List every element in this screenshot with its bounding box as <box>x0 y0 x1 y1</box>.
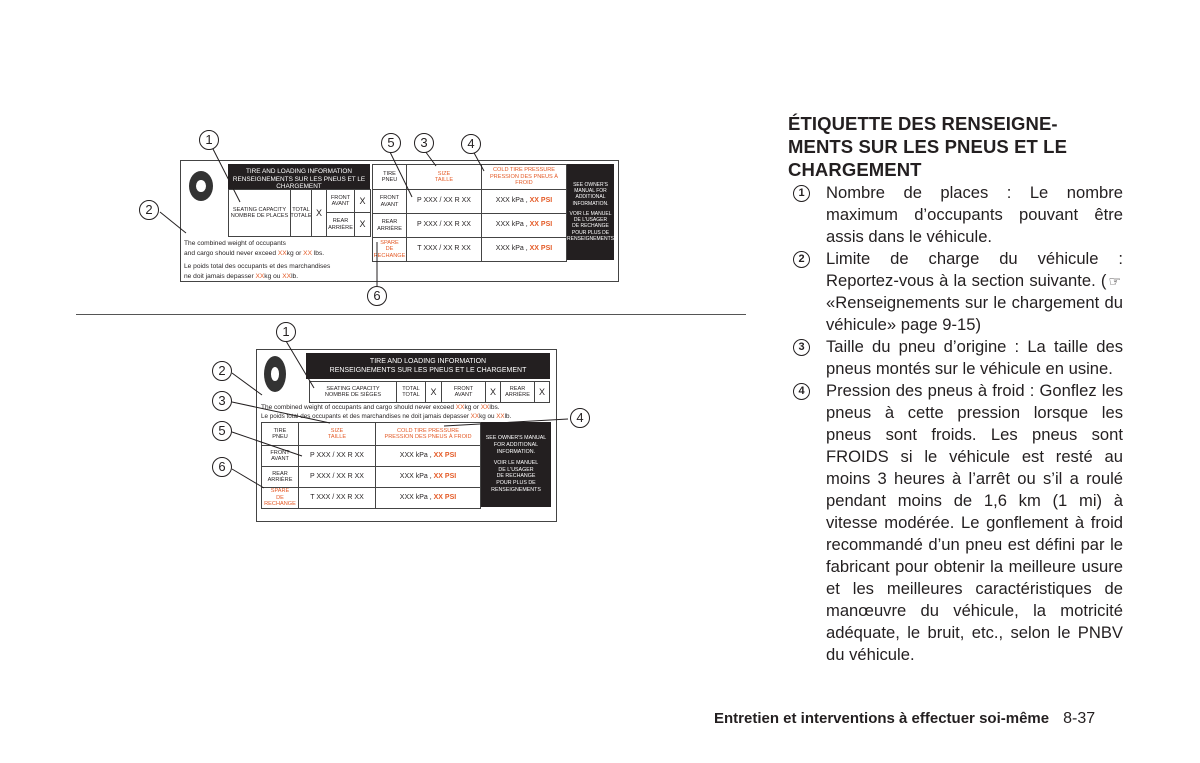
size-fr: TAILLE <box>327 434 347 440</box>
weight-fr-line2: ne doit jamais depasser XXkg ou XXlb. <box>184 273 299 280</box>
callout-1: 1 <box>199 130 219 150</box>
seating-en: SEATING CAPACITY <box>326 385 380 392</box>
seating-fr: NOMBRE DE SIÈGES <box>324 392 382 398</box>
item-text: Nombre de places : Le nombre maximum d’occupants pouvant être assis dans le véhicule. <box>826 183 1123 246</box>
size-rear: P XXX / XX R XX <box>298 466 376 488</box>
page-reference-link[interactable]: «Renseignements sur le chargement du véhicule» page 9-15) <box>826 293 1123 334</box>
row-front-en: FRONT <box>379 195 400 201</box>
size-spare: T XXX / XX R XX <box>298 487 376 509</box>
tire-en: TIRE <box>383 170 396 177</box>
size-en: SIZE <box>437 170 451 177</box>
footer-chapter-title: Entretien et interventions à effectuer soi-même <box>714 710 1050 727</box>
callout-2: 2 <box>139 200 159 220</box>
callout-3: 3 <box>414 133 434 153</box>
callout-5: 5 <box>212 421 232 441</box>
total-fr: TOTAL <box>402 392 420 398</box>
pressure-front: XXX kPa , XX PSI <box>375 445 481 467</box>
item-number: 2 <box>793 251 810 268</box>
front-x: X <box>485 381 501 403</box>
page-footer <box>714 710 1095 728</box>
list-item-4 <box>788 380 1123 666</box>
weight-en-line2: and cargo should never exceed XXkg or XX lbs. <box>184 250 325 257</box>
front-en: FRONT <box>453 385 474 392</box>
tire-info-section <box>788 112 1123 666</box>
size-fr: TAILLE <box>434 177 454 183</box>
header-fr: RENSEIGNEMENTS SUR LES PNEUS ET LE CHARGEMENT <box>329 367 527 374</box>
row-rear-fr: ARRIÈRE <box>377 225 402 232</box>
header-fr: RENSEIGNEMENTS SUR LES PNEUS ET LE CHARGEMENT <box>232 175 366 190</box>
pressure-spare: XXX kPa , XX PSI <box>375 487 481 509</box>
row-rear-en: REAR <box>381 219 398 225</box>
item-text: Taille du pneu d’origine : La taille des pneus montés sur le véhicule en usine. <box>826 337 1123 378</box>
row-spare-en: SPARE <box>270 488 290 495</box>
pressure-rear: XXX kPa , XX PSI <box>375 466 481 488</box>
seating-fr: NOMBRE DE PLACES <box>230 213 289 219</box>
pressure-fr: PRESSION DES PNEUS À FROID <box>384 434 472 440</box>
front-fr: AVANT <box>454 392 473 398</box>
rear-fr: ARRIÈRE <box>328 224 353 231</box>
section-title-line3: CHARGEMENT <box>788 159 922 180</box>
row-front-fr: AVANT <box>380 201 399 208</box>
size-en: SIZE <box>330 427 344 434</box>
weight-fr-line1: Le poids total des occupants et des marchandises <box>184 263 331 270</box>
list-item-1 <box>788 182 1123 248</box>
front-x: X <box>354 189 371 213</box>
see-manual-block: SEE OWNER'S MANUAL FOR ADDITIONAL INFORMATION. VOIR LE MANUEL DE L'USAGER DE RECHANGE POUR PLUS DE RENSEIGNEMENTS <box>481 422 551 507</box>
front-fr: AVANT <box>331 201 350 207</box>
row-spare-fr: DE RECHANGE <box>373 246 406 259</box>
pressure-en: COLD TIRE PRESSURE <box>396 427 460 434</box>
item-text: Limite de charge du véhicule : Reportez-vous à la section suivante. ( <box>826 249 1123 290</box>
weight-en-line1: The combined weight of occupants <box>184 240 286 247</box>
section-title <box>788 112 1123 181</box>
item-text: Pression des pneus à froid : Gonflez les pneus à cette pression lorsque les pneus sont froids. Les pneus sont FROIDS si le véhicule est resté au moins 3 heures à l’arrêt ou s’il a roulé pendant moins de 1,6 km (1 mi) à vitesse modérée. Le gonflement à froid recommandé d’un pneu est défini par le fabricant pour obtenir la meilleure usure et les meilleures caractéristiques de manœuvre du véhicule, la motricité adéquate, le bruit, etc., selon le PNBV du véhicule. <box>826 381 1123 664</box>
page-reference-icon: ☞ <box>1108 273 1121 289</box>
tire-fr: PNEU <box>381 177 398 183</box>
list-item-2 <box>788 248 1123 336</box>
pressure-spare: XXX kPa , XX PSI <box>481 237 567 262</box>
size-rear: P XXX / XX R XX <box>406 213 482 238</box>
row-spare-fr: DE RECHANGE <box>264 494 296 508</box>
seating-en: SEATING CAPACITY <box>232 206 287 213</box>
callout-6: 6 <box>367 286 387 306</box>
callout-1: 1 <box>276 322 296 342</box>
total-en: TOTAL <box>402 385 420 392</box>
callout-2: 2 <box>212 361 232 381</box>
row-rear-fr: ARRIÈRE <box>267 477 293 483</box>
list-item-3 <box>788 336 1123 380</box>
total-en: TOTAL <box>292 206 310 213</box>
callout-5: 5 <box>381 133 401 153</box>
size-front: P XXX / XX R XX <box>298 445 376 467</box>
row-rear-en: REAR <box>272 470 288 477</box>
pressure-rear: XXX kPa , XX PSI <box>481 213 567 238</box>
row-front-fr: AVANT <box>271 456 289 462</box>
total-x: X <box>311 189 327 237</box>
rear-en: REAR <box>332 218 349 224</box>
callout-4: 4 <box>570 408 590 428</box>
callout-6: 6 <box>212 457 232 477</box>
row-spare-en: SPARE <box>380 239 399 246</box>
size-spare: T XXX / XX R XX <box>406 237 482 262</box>
rear-fr: ARRIÈRE <box>505 392 530 398</box>
callout-3: 3 <box>212 391 232 411</box>
pressure-en: COLD TIRE PRESSURE <box>492 167 556 174</box>
weight-note-fr: Le poids total des occupants et des marchandises ne doit jamais depasser XXkg ou XXlb. <box>261 413 512 420</box>
tire-en: TIRE <box>273 427 287 434</box>
front-en: FRONT <box>330 194 351 201</box>
total-x: X <box>425 381 442 403</box>
pressure-front: XXX kPa , XX PSI <box>481 189 567 214</box>
page-number: 8-37 <box>1063 710 1096 727</box>
section-title-line1: ÉTIQUETTE DES RENSEIGNE- <box>788 113 1058 134</box>
section-title-line2: MENTS SUR LES PNEUS ET LE <box>788 136 1068 157</box>
tire-fr: PNEU <box>272 434 288 440</box>
see-manual-block: SEE OWNER'S MANUAL FOR ADDITIONAL INFORMATION. VOIR LE MANUEL DE L'USAGER DE RECHANGE POUR PLUS DE RENSEIGNEMENTS <box>567 164 614 260</box>
pressure-fr: PRESSION DES PNEUS À FROID <box>489 173 559 187</box>
item-number: 4 <box>793 383 810 400</box>
size-front: P XXX / XX R XX <box>406 189 482 214</box>
item-number: 1 <box>793 185 810 202</box>
rear-x: X <box>534 381 550 403</box>
total-fr: TOTALE <box>290 213 312 219</box>
row-front-en: FRONT <box>270 449 290 456</box>
weight-note-en: The combined weight of occupants and cargo should never exceed XXkg or XXlbs. <box>261 404 500 411</box>
callout-4: 4 <box>461 134 481 154</box>
header-en: TIRE AND LOADING INFORMATION <box>245 168 353 175</box>
header-en: TIRE AND LOADING INFORMATION <box>369 358 487 365</box>
item-number: 3 <box>793 339 810 356</box>
rear-en: REAR <box>509 385 526 392</box>
rear-x: X <box>354 212 371 237</box>
